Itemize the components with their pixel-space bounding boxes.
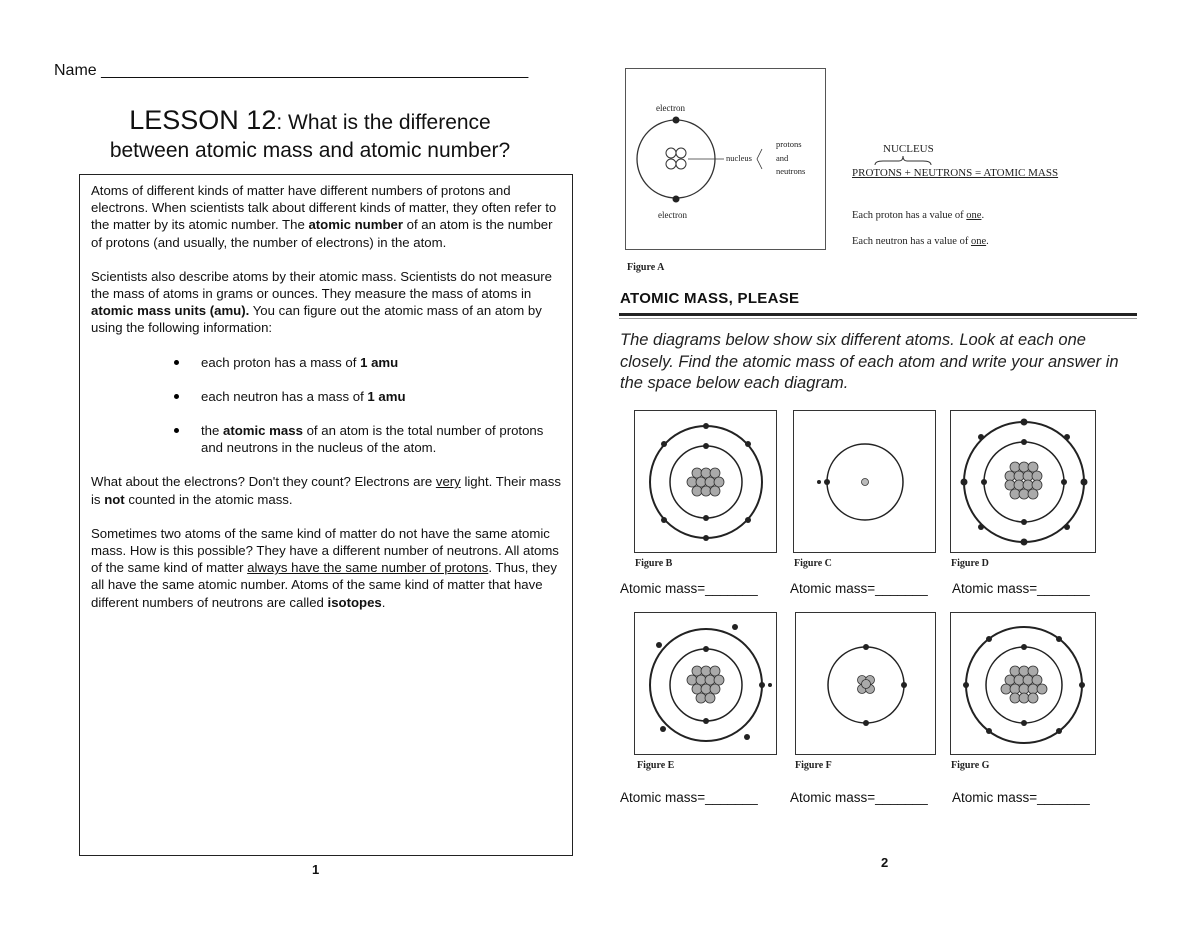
atom-f-illustration bbox=[796, 613, 937, 756]
heading-rule bbox=[619, 313, 1137, 316]
term-atomic-mass: atomic mass bbox=[223, 423, 303, 439]
text-run: the bbox=[201, 423, 223, 439]
text-run: light. Their mass is bbox=[91, 474, 561, 507]
figure-b-caption: Figure B bbox=[635, 558, 673, 569]
value-one: one bbox=[970, 236, 987, 247]
label-nucleus: nucleus bbox=[726, 153, 752, 163]
page-number-1: 1 bbox=[312, 862, 320, 877]
page-title bbox=[70, 104, 550, 164]
page-number-2: 2 bbox=[881, 855, 889, 870]
figure-b-diagram bbox=[634, 410, 777, 553]
lesson-text-box bbox=[79, 174, 573, 856]
lesson-number: LESSON 12 bbox=[129, 105, 277, 135]
list-item bbox=[201, 354, 562, 371]
term-amu: atomic mass units (amu). bbox=[91, 303, 250, 319]
text-run: Atoms of different kinds of matter have different numbers of protons and electrons. When scientists talk about different kinds of matter, they often refer to the matter by its atomic number. The bbox=[91, 183, 557, 233]
mass-rules-list bbox=[91, 354, 562, 457]
figure-g-diagram bbox=[950, 612, 1096, 755]
proton-value-rule bbox=[852, 210, 984, 221]
text-run: each neutron has a mass of bbox=[201, 388, 368, 404]
text-run: Sometimes two atoms of the same kind of matter do not have the same atomic mass. How is this possible? They have a different number of neutrons. All atoms of the same kind of matter bbox=[91, 525, 559, 576]
paragraph-electrons bbox=[91, 473, 562, 507]
text-run: each proton has a mass of bbox=[201, 354, 361, 370]
figure-d-answer-field[interactable]: Atomic mass=_______ bbox=[952, 581, 1090, 596]
figure-g-caption: Figure G bbox=[951, 760, 990, 771]
figure-b-answer-field[interactable]: Atomic mass=_______ bbox=[620, 581, 758, 596]
label-electron-bottom: electron bbox=[658, 210, 687, 220]
atom-e-illustration bbox=[635, 613, 778, 756]
figure-e-diagram bbox=[634, 612, 777, 755]
term-value: 1 amu bbox=[367, 388, 406, 404]
term-value: 1 amu bbox=[360, 354, 399, 370]
figure-e-answer-field[interactable]: Atomic mass=_______ bbox=[620, 790, 758, 805]
figure-c-diagram bbox=[793, 410, 936, 553]
value-one: one bbox=[966, 210, 982, 221]
curly-brace-icon bbox=[873, 155, 933, 167]
figure-f-answer-field[interactable]: Atomic mass=_______ bbox=[790, 790, 928, 805]
text-run: . bbox=[381, 594, 386, 610]
text-run: counted in the atomic mass. bbox=[124, 491, 293, 507]
emphasis-not: not bbox=[104, 491, 125, 507]
atom-g-illustration bbox=[951, 613, 1097, 756]
figure-a-caption: Figure A bbox=[627, 262, 665, 273]
text-run: . Thus, they all have the same atomic number. Atoms of the same kind of matter that have different numbers of neutrons are called bbox=[91, 560, 557, 610]
mass-equation: PROTONS + NEUTRONS = ATOMIC MASS bbox=[852, 167, 1059, 179]
label-and: and bbox=[776, 153, 789, 163]
figure-d-diagram bbox=[950, 410, 1096, 553]
term-isotopes: isotopes bbox=[327, 594, 382, 610]
label-electron-top: electron bbox=[656, 103, 685, 113]
atom-b-illustration bbox=[635, 411, 778, 554]
text-run: Scientists also describe atoms by their atomic mass. Scientists do not measure the mass of atoms in grams or ounces. They measure the mass of atoms in bbox=[91, 268, 553, 302]
text-run: of an atom is the total number of protons and neutrons in the nucleus of the atom. bbox=[201, 423, 544, 456]
name-field-label: Name ________________________________________________ bbox=[54, 62, 529, 79]
emphasis-same-protons: always have the same number of protons bbox=[247, 560, 489, 576]
emphasis-very: very bbox=[435, 474, 461, 490]
label-protons: protons bbox=[776, 139, 802, 149]
paragraph-atomic-mass bbox=[91, 268, 562, 337]
figure-e-caption: Figure E bbox=[637, 760, 675, 771]
figure-a-diagram bbox=[625, 68, 826, 250]
figure-f-caption: Figure F bbox=[795, 760, 832, 771]
text-run: . bbox=[986, 236, 989, 247]
neutron-value-rule bbox=[852, 236, 989, 247]
nucleus-heading: NUCLEUS bbox=[883, 143, 934, 155]
figure-d-caption: Figure D bbox=[951, 558, 989, 569]
figure-f-diagram bbox=[795, 612, 936, 755]
list-item bbox=[201, 388, 562, 405]
paragraph-isotopes bbox=[91, 525, 562, 611]
term-atomic-number: atomic number bbox=[308, 217, 403, 233]
instructions-text: The diagrams below show six different atoms. Look at each one closely. Find the atomic mass of each atom and write your answer in the space below each diagram. bbox=[620, 331, 1119, 392]
paragraph-atomic-number bbox=[91, 182, 562, 251]
title-question-part1: : What is the difference bbox=[276, 111, 491, 134]
figure-c-answer-field[interactable]: Atomic mass=_______ bbox=[790, 581, 928, 596]
atom-d-illustration bbox=[951, 411, 1097, 554]
text-run: Each proton has a value of bbox=[852, 210, 967, 221]
text-run: . bbox=[981, 210, 985, 221]
label-neutrons: neutrons bbox=[776, 166, 806, 176]
heading-rule-thin bbox=[619, 318, 1137, 319]
figure-g-answer-field[interactable]: Atomic mass=_______ bbox=[952, 790, 1090, 805]
section-heading: ATOMIC MASS, PLEASE bbox=[620, 290, 800, 307]
atom-c-illustration bbox=[794, 411, 937, 554]
text-run: of an atom is the number of protons (and usually, the number of electrons) in the atom. bbox=[91, 217, 553, 250]
list-item bbox=[201, 422, 562, 456]
title-question-part2: between atomic mass and atomic number? bbox=[109, 138, 511, 162]
text-run: Each neutron has a value of bbox=[852, 236, 971, 247]
text-run: What about the electrons? Don't they count? Electrons are bbox=[91, 474, 436, 490]
text-run: You can figure out the atomic mass of an atom by using the following information: bbox=[91, 303, 542, 336]
figure-c-caption: Figure C bbox=[794, 558, 832, 569]
